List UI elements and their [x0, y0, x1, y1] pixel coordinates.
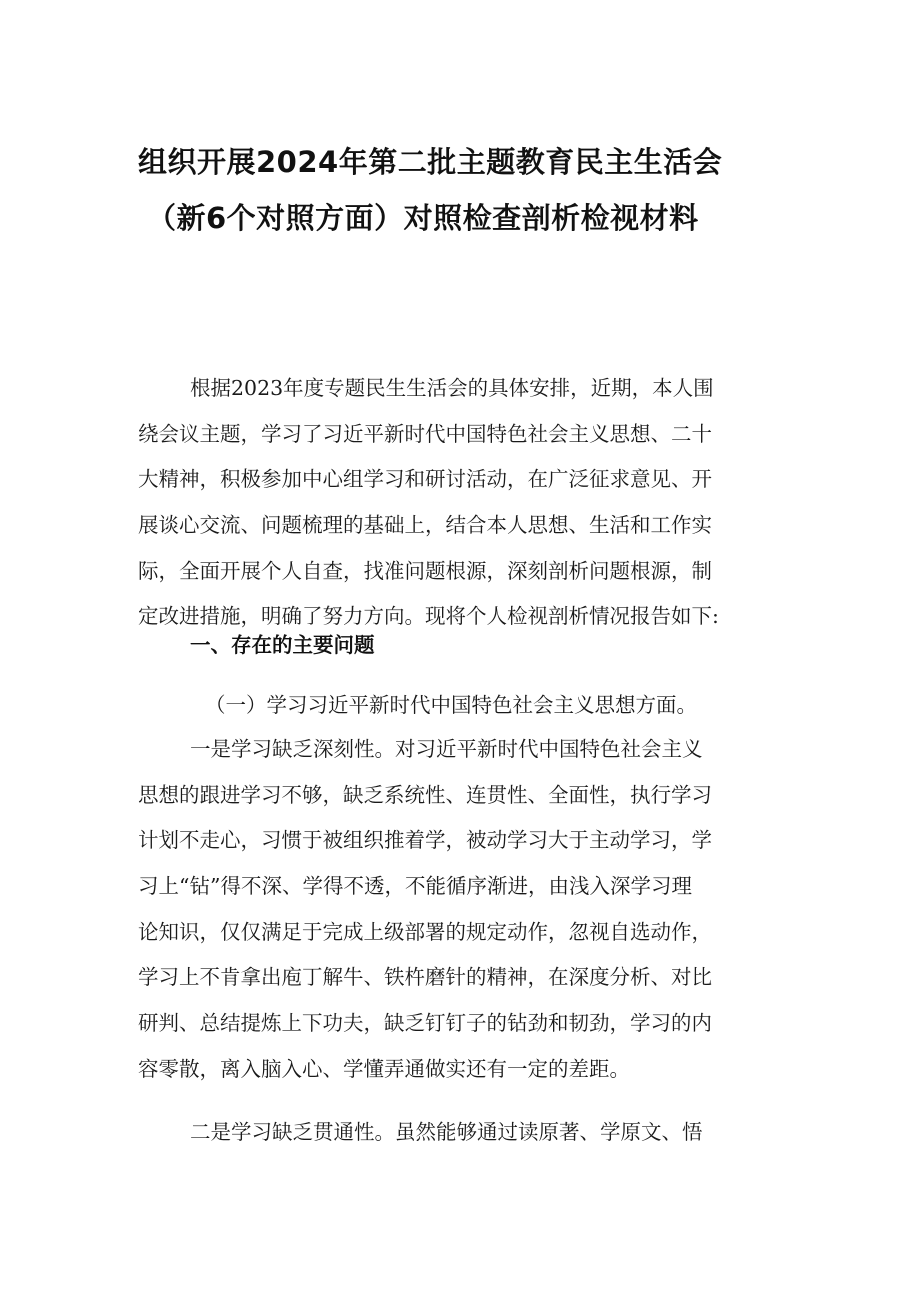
document-title-line-2: （新6个对照方面）对照检查剖析检视材料	[147, 201, 699, 235]
paragraph-line: 定改进措施，明确了努力方向。现将个人检视剖析情况报告如下:	[138, 604, 719, 629]
intro-paragraph	[138, 366, 790, 640]
paragraph-line: 论知识，仅仅满足于完成上级部署的规定动作，忽视自选动作，	[138, 919, 712, 944]
paragraph-line: 研判、总结提炼上下功夫，缺乏钉钉子的钻劲和韧劲，学习的内	[138, 1011, 712, 1036]
section-heading: 一、存在的主要问题	[190, 633, 375, 657]
paragraph-line: 习上“钻”得不深、学得不透，不能循序渐进，由浅入深学习理	[138, 874, 692, 899]
paragraph-line: 展谈心交流、问题梳理的基础上，结合本人思想、生活和工作实	[138, 513, 712, 538]
paragraph-line: 思想的跟进学习不够，缺乏系统性、连贯性、全面性，执行学习	[138, 782, 712, 807]
paragraph-line: 容零散，离入脑入心、学懂弄通做实还有一定的差距。	[138, 1056, 630, 1081]
paragraph-line: 一是学习缺乏深刻性。对习近平新时代中国特色社会主义	[190, 737, 703, 761]
point-one-paragraph	[138, 727, 790, 1093]
point-two-paragraph	[138, 1110, 790, 1156]
paragraph-line: 大精神，积极参加中心组学习和研讨活动，在广泛征求意见、开	[138, 467, 712, 492]
paragraph-line: 根据2023年度专题民生生活会的具体安排，近期，本人围	[190, 376, 714, 400]
document-title-line-1: 组织开展2024年第二批主题教育民主生活会	[138, 145, 723, 179]
paragraph-line: 际，全面开展个人自查，找准问题根源，深刻剖析问题根源，制	[138, 558, 712, 583]
paragraph-line: 学习上不肯拿出庖丁解牛、铁杵磨针的精神，在深度分析、对比	[138, 965, 712, 990]
paragraph-line: 计划不走心，习惯于被组织推着学，被动学习大于主动学习，学	[138, 828, 712, 853]
subsection-heading: （一）学习习近平新时代中国特色社会主义思想方面。	[205, 693, 697, 717]
paragraph-line: 绕会议主题，学习了习近平新时代中国特色社会主义思想、二十	[138, 421, 712, 446]
paragraph-line: 二是学习缺乏贯通性。虽然能够通过读原著、学原文、悟	[190, 1120, 703, 1144]
